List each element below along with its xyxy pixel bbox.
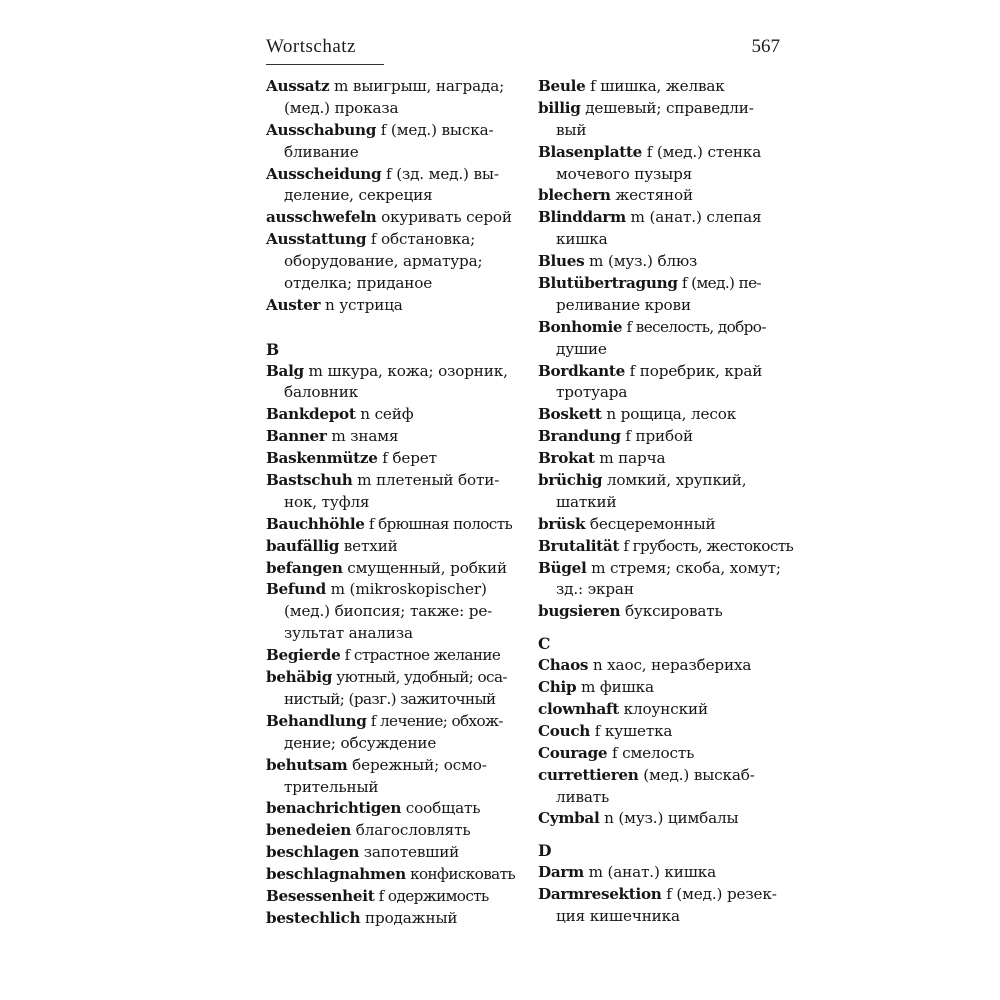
headword: ausschwefeln <box>266 208 377 227</box>
headword: Brutalität <box>538 536 620 555</box>
headword: baufällig <box>266 536 340 555</box>
headword: Bügel <box>538 558 587 577</box>
headword: Banner <box>266 427 327 446</box>
dictionary-entry <box>266 842 528 864</box>
definition: продажный <box>360 908 458 927</box>
definition: уютный, удобный; оса- <box>332 668 507 687</box>
definition: баловник <box>284 383 359 402</box>
headword: Bankdepot <box>266 405 356 424</box>
dictionary-entry <box>538 98 788 120</box>
headword: Cymbal <box>538 809 600 828</box>
headword: brüsk <box>538 514 586 533</box>
dictionary-entry <box>266 645 528 667</box>
entry-continuation <box>538 164 788 186</box>
definition: f грубость, жестокость <box>619 536 794 555</box>
section-gap <box>266 317 528 339</box>
definition: дение; обсуждение <box>284 733 437 752</box>
definition: m (анат.) слепая <box>625 208 762 227</box>
headword: Couch <box>538 721 591 740</box>
definition: m выигрыш, награда; <box>329 77 505 95</box>
dictionary-entry <box>538 251 788 273</box>
entry-continuation <box>538 906 788 928</box>
definition: трительный <box>284 777 379 796</box>
dictionary-entry <box>538 361 788 383</box>
dictionary-entry <box>538 76 788 98</box>
letter-heading: B <box>266 339 280 359</box>
definition: душие <box>556 339 607 358</box>
dictionary-entry <box>538 558 788 580</box>
definition: m (mikroskopischer) <box>325 580 487 599</box>
entry-continuation <box>266 492 528 514</box>
headword: Brokat <box>538 449 595 468</box>
dictionary-entry <box>538 185 788 207</box>
dictionary-entry <box>266 558 528 580</box>
entry-continuation <box>266 733 528 755</box>
definition: окуривать серой <box>376 208 512 227</box>
headword: Aussatz <box>266 77 330 95</box>
dictionary-entry <box>266 76 528 98</box>
definition: бесцеремонный <box>585 514 716 533</box>
headword: clownhaft <box>538 699 619 718</box>
definition: буксировать <box>620 602 723 621</box>
dictionary-entry <box>266 711 528 733</box>
definition: ливать <box>556 787 610 806</box>
dictionary-entry <box>266 426 528 448</box>
headword: Darm <box>538 863 584 882</box>
definition: f одержимость <box>374 886 489 905</box>
dictionary-entry <box>266 798 528 820</box>
definition: f кушетка <box>590 721 673 740</box>
definition: (мед.) выскаб- <box>638 765 755 784</box>
headword: Brandung <box>538 427 621 446</box>
definition: f (мед.) выска- <box>376 120 494 139</box>
headword: behäbig <box>266 668 333 687</box>
headword: Bordkante <box>538 361 625 380</box>
dictionary-entry <box>266 886 528 908</box>
dictionary-entry <box>538 765 788 787</box>
entry-continuation <box>266 601 528 623</box>
headword: Boskett <box>538 405 602 424</box>
dictionary-entry <box>538 884 788 906</box>
dictionary-entry <box>266 864 528 886</box>
entry-continuation <box>266 273 528 295</box>
headword: Begierde <box>266 646 341 665</box>
entry-continuation <box>538 492 788 514</box>
definition: f лечение; обхож- <box>366 711 503 730</box>
right-column <box>538 76 794 928</box>
headword: beschlagnahmen <box>266 865 406 884</box>
dictionary-entry <box>266 579 528 601</box>
dictionary-entry <box>266 820 528 842</box>
letter-heading: D <box>538 841 552 861</box>
headword: Auster <box>266 295 321 314</box>
headword: bestechlich <box>266 908 361 927</box>
dictionary-entry <box>538 317 788 339</box>
dictionary-entry <box>538 862 788 884</box>
headword: Ausscheidung <box>266 164 382 183</box>
page-number: 567 <box>751 36 780 57</box>
dictionary-entry <box>538 677 788 699</box>
entry-continuation <box>538 295 788 317</box>
definition: m знамя <box>326 427 399 446</box>
entry-continuation <box>538 787 788 809</box>
dictionary-entry <box>538 721 788 743</box>
dictionary-entry <box>266 404 528 426</box>
dictionary-entry <box>266 908 528 930</box>
dictionary-entry <box>538 514 788 536</box>
definition: f (зд. мед.) вы- <box>381 164 499 183</box>
headword: brüchig <box>538 471 603 490</box>
definition: n сейф <box>355 405 414 424</box>
definition: m шкура, кожа; озорник, <box>303 361 508 380</box>
headword: Behandlung <box>266 711 367 730</box>
definition: m парча <box>594 449 666 468</box>
definition: жестяной <box>610 186 693 205</box>
entry-continuation <box>266 777 528 799</box>
dictionary-entry <box>538 699 788 721</box>
headword: Besessenheit <box>266 886 375 905</box>
definition: n устрица <box>320 295 403 314</box>
definition: m (муз.) блюз <box>584 252 698 271</box>
definition: благословлять <box>351 821 471 840</box>
headword: benedeien <box>266 821 352 840</box>
definition: сообщать <box>401 799 481 818</box>
running-head <box>266 36 780 66</box>
headword: Blues <box>538 252 585 271</box>
definition: f берет <box>377 449 437 468</box>
definition: m фишка <box>576 678 654 697</box>
definition: n (муз.) цимбалы <box>599 809 739 828</box>
dictionary-entry <box>538 743 788 765</box>
headword: benachrichtigen <box>266 799 402 818</box>
dictionary-entry <box>266 514 528 536</box>
dictionary-entry <box>266 755 528 777</box>
headword: Blasenplatte <box>538 142 643 161</box>
headword: Bauchhöhle <box>266 514 365 533</box>
definition: f веселость, добро- <box>622 317 766 336</box>
definition: (мед.) проказа <box>284 98 399 117</box>
dictionary-entry <box>538 470 788 492</box>
section-gap <box>538 623 788 633</box>
headword: Courage <box>538 743 608 762</box>
entry-continuation <box>266 623 528 645</box>
headword: Balg <box>266 361 304 380</box>
entry-continuation <box>538 229 788 251</box>
definition: f (мед.) пе- <box>677 274 762 293</box>
definition: f смелость <box>607 743 695 762</box>
entry-continuation <box>266 689 528 711</box>
entry-continuation <box>266 185 528 207</box>
headword: Bonhomie <box>538 317 623 336</box>
definition: f брюшная полость <box>364 514 513 533</box>
headword: billig <box>538 98 581 117</box>
dictionary-entry <box>266 164 528 186</box>
headword: Baskenmütze <box>266 449 378 468</box>
definition: отделка; приданое <box>284 274 433 293</box>
headword: currettieren <box>538 765 639 784</box>
headword: Blutübertragung <box>538 274 678 293</box>
definition: нок, туфля <box>284 492 370 511</box>
entry-continuation <box>266 142 528 164</box>
definition: мочевого пузыря <box>556 164 693 183</box>
dictionary-entry <box>538 536 794 558</box>
dictionary-entry <box>538 426 788 448</box>
dictionary-entry <box>266 361 528 383</box>
definition: бережный; осмо- <box>347 755 487 774</box>
dictionary-entry <box>266 536 528 558</box>
definition: дешевый; справедли- <box>580 98 754 117</box>
headword: Chip <box>538 678 577 697</box>
headword: Beule <box>538 77 586 95</box>
definition: f (мед.) стенка <box>642 142 762 161</box>
headword: blechern <box>538 186 611 205</box>
definition: конфисковать <box>405 865 516 884</box>
definition: ветхий <box>339 536 398 555</box>
definition: m (анат.) кишка <box>583 863 716 882</box>
definition: n рощица, лесок <box>601 405 737 424</box>
dictionary-entry <box>538 142 788 164</box>
definition: f шишка, желвак <box>585 77 725 95</box>
headword: Ausstattung <box>266 230 367 249</box>
definition: зультат анализа <box>284 624 413 643</box>
entry-continuation <box>538 579 788 601</box>
letter-heading: C <box>538 634 551 654</box>
left-column <box>266 76 528 930</box>
dictionary-entry <box>266 120 528 142</box>
headword: Blinddarm <box>538 208 626 227</box>
definition: деление, секреция <box>284 186 433 205</box>
dictionary-entry <box>538 655 788 677</box>
definition: нистый; (разг.) зажиточный <box>284 689 496 708</box>
definition: f прибой <box>620 427 693 446</box>
dictionary-entry <box>538 448 788 470</box>
headword: befangen <box>266 558 343 577</box>
definition: m плетеный боти- <box>352 471 500 490</box>
dictionary-entry <box>538 601 788 623</box>
definition: клоунский <box>619 699 708 718</box>
headword: behutsam <box>266 755 348 774</box>
definition: бливание <box>284 142 359 161</box>
dictionary-entry <box>538 207 788 229</box>
headword: bugsieren <box>538 602 621 621</box>
definition: зд.: экран <box>556 580 634 599</box>
entry-continuation <box>538 120 788 142</box>
entry-continuation <box>266 382 528 404</box>
entry-continuation <box>538 339 788 361</box>
entry-continuation <box>538 382 788 404</box>
dictionary-entry <box>538 808 788 830</box>
definition: запотевший <box>359 843 460 862</box>
entry-continuation <box>266 251 528 273</box>
definition: n хаос, неразбериха <box>588 656 752 675</box>
definition: оборудование, арматура; <box>284 252 483 271</box>
dictionary-entry <box>266 229 528 251</box>
dictionary-entry <box>266 295 528 317</box>
definition: смущенный, робкий <box>342 558 507 577</box>
headword: Chaos <box>538 656 589 675</box>
header-rule <box>266 64 384 65</box>
definition: ция кишечника <box>556 906 680 925</box>
definition: m стремя; скоба, хомут; <box>586 558 781 577</box>
dictionary-entry <box>266 667 528 689</box>
definition: f страстное желание <box>340 646 501 665</box>
headword: beschlagen <box>266 843 360 862</box>
section-gap <box>538 830 788 840</box>
headword: Befund <box>266 580 326 599</box>
definition: шаткий <box>556 492 617 511</box>
definition: вый <box>556 120 587 139</box>
dictionary-entry <box>538 404 788 426</box>
definition: реливание крови <box>556 295 691 314</box>
headword: Ausschabung <box>266 120 377 139</box>
section-title: Wortschatz <box>266 36 356 57</box>
definition: тротуара <box>556 383 628 402</box>
definition: f поребрик, край <box>624 361 763 380</box>
headword: Darmresektion <box>538 885 662 904</box>
entry-continuation <box>266 98 528 120</box>
dictionary-entry <box>538 273 788 295</box>
definition: кишка <box>556 230 608 249</box>
dictionary-entry <box>266 207 528 229</box>
definition: f (мед.) резек- <box>661 885 777 904</box>
definition: (мед.) биопсия; также: ре- <box>284 602 493 621</box>
definition: ломкий, хрупкий, <box>602 471 747 490</box>
definition: f обстановка; <box>366 230 476 249</box>
dictionary-entry <box>266 470 528 492</box>
dictionary-entry <box>266 448 528 470</box>
headword: Bastschuh <box>266 471 353 490</box>
